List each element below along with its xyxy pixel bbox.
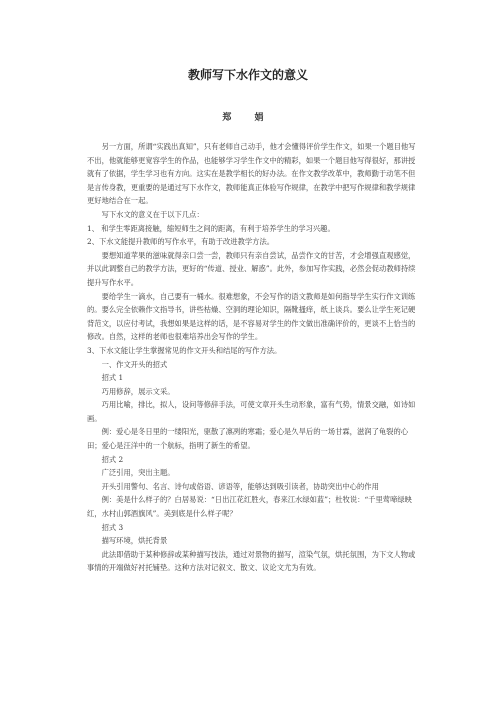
list-item: 1、 和学生零距离接触，缩短师生之间的距离，有利于培养学生的学习兴趣。 [87,223,335,233]
example-paragraph: 例：美是什么样子的？白居易说：“日出江花红胜火，春来江水绿如蓝”；杜牧说：“千里莺啼绿映红，水村山郭酒旗风”。美到底是什么样子呢？ [87,495,412,519]
subheading: 招式 2 [101,454,124,464]
list-item: 3、下水文能让学生掌握常见的作文开头和结尾的写作方法。 [87,345,282,355]
paragraph: 巧用修辞，展示文采。 [101,386,175,396]
paragraph: 开头引用警句、名言、诗句或俗语、谚语等，能够达到吸引读者，协助突出中心的作用 [101,481,379,491]
document-author: 郑 娟 [222,113,274,123]
document-title: 教师写下水作文的意义 [187,68,308,82]
paragraph: 要给学生一滴水，自己要有一桶水。很难想象，不会写作的语文教师是如何指导学生实行作文训练的。要么完全依赖作文指导书，讲些枯燥、空洞的理论知识，隔靴搔痒，纸上谈兵。要么让学生死记硬背范文，以应付考试，我想如果是这样的话，是不容易对学生的作文做出准确评价的，更谈不上恰当的修改。自然，这样的老师也很难培养出会写作的学生。 [87,291,416,342]
paragraph: 此法即借助于某种修辞或某种描写技法，通过对景物的描写，渲染气氛，烘托氛围，为下文人物或事情的开端做好衬托铺垫。这种方法对记叙文、散文、议论文尤为有效。 [87,549,416,573]
paragraph: 描写环境，烘托背景 [101,536,168,546]
paragraph: 广泛引用，突出主题。 [101,468,175,478]
paragraph: 写下水文的意义在于以下几点： [101,209,204,219]
paragraph: 要想知道苹果的滋味就得亲口尝一尝，教师只有亲自尝试，品尝作文的甘苦，才会增强直观感觉，并以此调整自己的教学方法，更好的“传道、授业、解惑”。此外，参加写作实践，必然会促动教师持续提升写作水平。 [87,250,416,287]
subheading: 招式 1 [101,373,124,383]
list-item: 2、下水文能提升教师的写作水平，有助于改进教学方法。 [87,237,275,247]
paragraph: 巧用比喻，排比，拟人，设问等修辞手法，可使文章开头生动形象，富有气势，情景交融，如诗如画。 [87,400,416,423]
section-heading: 一、作文开头的招式 [101,359,168,369]
document-body [87,140,418,575]
paragraph: 另一方面，所谓“实践出真知”，只有老师自己动手，他才会懂得评价学生作文，如果一个题目他写不出，他就能够更宽容学生的作品，也能够学习学生作文中的精彩，如果一个题目他写得很好，那讲授就有了依据，学生学习也有方向。这实在是教学相长的好办法。在作文教学改革中，教师勤于动笔不但是言传身教，更重要的是通过写下水作文，教师能真正体验写作规律，在教学中把写作规律和教学规律更好地结合在一起。 [87,142,416,206]
subheading: 招式 3 [101,522,124,532]
example-paragraph: 例：爱心是冬日里的一缕阳光，驱散了凛冽的寒霜；爱心是久旱后的一场甘霖，滋润了龟裂的心田；爱心是汪洋中的一个航标，指明了新生的希望。 [87,427,409,451]
